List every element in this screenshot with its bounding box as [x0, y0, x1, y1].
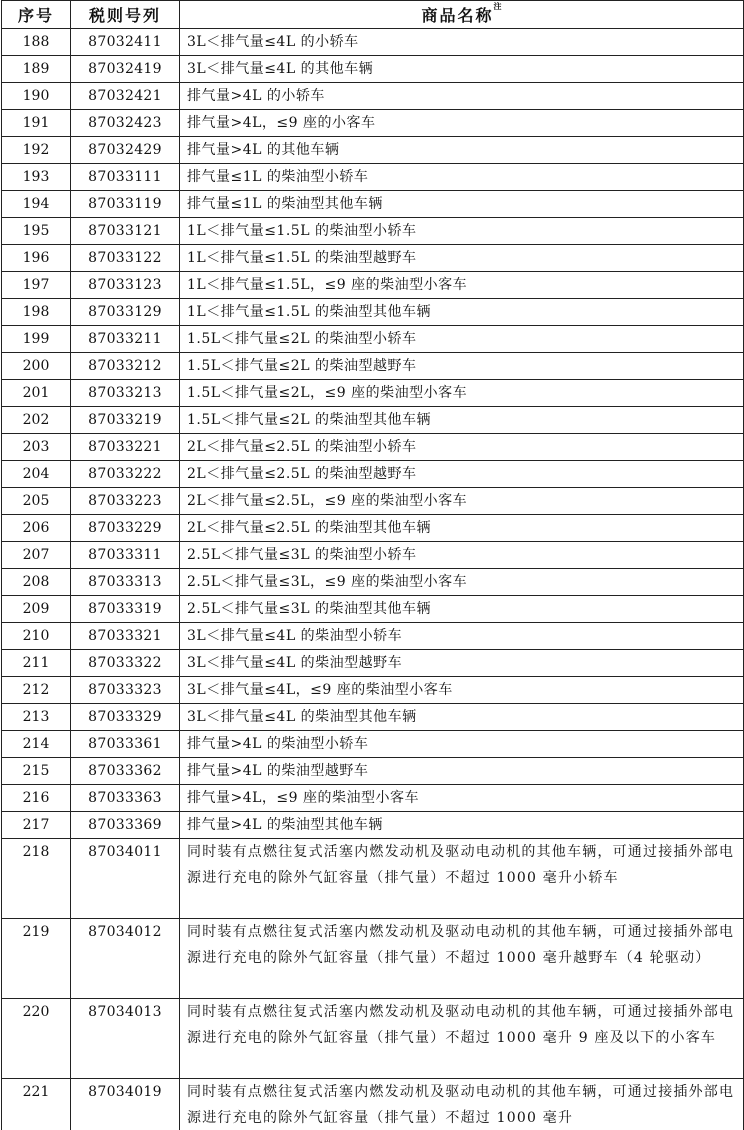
- table-row: [2, 353, 744, 380]
- row-tariff-code: 87033129: [71, 299, 180, 326]
- row-index: 192: [2, 137, 71, 164]
- table-row: [2, 515, 744, 542]
- row-tariff-code: 87033311: [71, 542, 180, 569]
- row-product-name: 排气量>4L 的小轿车: [180, 83, 744, 110]
- row-product-name: 3L＜排气量≤4L 的柴油型小轿车: [180, 623, 744, 650]
- row-product-name: 2L＜排气量≤2.5L 的柴油型小轿车: [180, 434, 744, 461]
- row-product-name: 1.5L＜排气量≤2L 的柴油型小轿车: [180, 326, 744, 353]
- row-index: 211: [2, 650, 71, 677]
- row-tariff-code: 87033363: [71, 785, 180, 812]
- row-tariff-code: 87033119: [71, 191, 180, 218]
- row-tariff-code: 87032421: [71, 83, 180, 110]
- table-row: [2, 542, 744, 569]
- row-tariff-code: 87033111: [71, 164, 180, 191]
- table-row: [2, 623, 744, 650]
- table-row: [2, 839, 744, 919]
- table-row: [2, 326, 744, 353]
- table-row: [2, 704, 744, 731]
- table-row: [2, 569, 744, 596]
- row-index: 193: [2, 164, 71, 191]
- row-product-name: 2L＜排气量≤2.5L，≤9 座的柴油型小客车: [180, 488, 744, 515]
- header-index: [2, 1, 71, 29]
- header-index-label: 序号: [17, 6, 54, 25]
- row-tariff-code: 87033229: [71, 515, 180, 542]
- table-row: [2, 461, 744, 488]
- row-product-name: 1L＜排气量≤1.5L 的柴油型越野车: [180, 245, 744, 272]
- header-name-label: 商品名称: [421, 6, 494, 25]
- table-row: [2, 434, 744, 461]
- table-row: [2, 785, 744, 812]
- row-product-name: 排气量>4L，≤9 座的柴油型小客车: [180, 785, 744, 812]
- row-index: 218: [2, 839, 71, 919]
- row-tariff-code: 87034011: [71, 839, 180, 919]
- row-tariff-code: 87033319: [71, 596, 180, 623]
- table-row: [2, 110, 744, 137]
- row-index: 201: [2, 380, 71, 407]
- row-product-name: 同时装有点燃往复式活塞内燃发动机及驱动电动机的其他车辆，可通过接插外部电源进行充电的除外气缸容量（排气量）不超过 1000 毫升小轿车: [180, 839, 744, 919]
- row-tariff-code: 87033221: [71, 434, 180, 461]
- row-product-name: 3L＜排气量≤4L 的柴油型越野车: [180, 650, 744, 677]
- row-tariff-code: 87033322: [71, 650, 180, 677]
- row-index: 214: [2, 731, 71, 758]
- row-product-name: 2.5L＜排气量≤3L 的柴油型其他车辆: [180, 596, 744, 623]
- row-index: 216: [2, 785, 71, 812]
- row-index: 189: [2, 56, 71, 83]
- row-index: 217: [2, 812, 71, 839]
- row-product-name: 3L＜排气量≤4L，≤9 座的柴油型小客车: [180, 677, 744, 704]
- row-product-name: 2L＜排气量≤2.5L 的柴油型越野车: [180, 461, 744, 488]
- row-index: 221: [2, 1079, 71, 1130]
- row-tariff-code: 87033362: [71, 758, 180, 785]
- row-index: 204: [2, 461, 71, 488]
- row-product-name: 排气量>4L 的柴油型越野车: [180, 758, 744, 785]
- row-tariff-code: 87033361: [71, 731, 180, 758]
- row-index: 209: [2, 596, 71, 623]
- table-row: [2, 731, 744, 758]
- tariff-table: [1, 0, 744, 1130]
- row-product-name: 1L＜排气量≤1.5L，≤9 座的柴油型小客车: [180, 272, 744, 299]
- table-row: [2, 29, 744, 56]
- table-row: [2, 380, 744, 407]
- row-index: 191: [2, 110, 71, 137]
- row-product-name: 排气量>4L 的柴油型小轿车: [180, 731, 744, 758]
- row-tariff-code: 87033211: [71, 326, 180, 353]
- table-row: [2, 164, 744, 191]
- row-tariff-code: 87033369: [71, 812, 180, 839]
- row-tariff-code: 87034019: [71, 1079, 180, 1130]
- row-tariff-code: 87033313: [71, 569, 180, 596]
- row-tariff-code: 87034013: [71, 999, 180, 1079]
- header-name-note: 注: [493, 2, 502, 11]
- row-product-name: 2.5L＜排气量≤3L，≤9 座的柴油型小客车: [180, 569, 744, 596]
- table-row: [2, 812, 744, 839]
- table-row: [2, 272, 744, 299]
- row-index: 199: [2, 326, 71, 353]
- row-product-name: 1L＜排气量≤1.5L 的柴油型小轿车: [180, 218, 744, 245]
- row-tariff-code: 87034012: [71, 919, 180, 999]
- row-product-name: 排气量≤1L 的柴油型小轿车: [180, 164, 744, 191]
- row-product-name: 1.5L＜排气量≤2L 的柴油型越野车: [180, 353, 744, 380]
- row-index: 208: [2, 569, 71, 596]
- header-name: [180, 1, 744, 29]
- row-index: 195: [2, 218, 71, 245]
- row-index: 205: [2, 488, 71, 515]
- table-row: [2, 758, 744, 785]
- row-index: 200: [2, 353, 71, 380]
- table-row: [2, 488, 744, 515]
- row-tariff-code: 87033222: [71, 461, 180, 488]
- table-row: [2, 56, 744, 83]
- row-index: 219: [2, 919, 71, 999]
- row-tariff-code: 87033323: [71, 677, 180, 704]
- row-index: 212: [2, 677, 71, 704]
- row-product-name: 排气量>4L，≤9 座的小客车: [180, 110, 744, 137]
- table-header-row: [2, 1, 744, 29]
- row-tariff-code: 87032419: [71, 56, 180, 83]
- table-row: [2, 191, 744, 218]
- row-index: 215: [2, 758, 71, 785]
- row-index: 198: [2, 299, 71, 326]
- table-row: [2, 1079, 744, 1130]
- row-product-name: 同时装有点燃往复式活塞内燃发动机及驱动电动机的其他车辆，可通过接插外部电源进行充电的除外气缸容量（排气量）不超过 1000 毫升: [180, 1079, 744, 1130]
- table-body: [2, 29, 744, 1130]
- table-row: [2, 407, 744, 434]
- row-index: 210: [2, 623, 71, 650]
- row-product-name: 2.5L＜排气量≤3L 的柴油型小轿车: [180, 542, 744, 569]
- row-index: 213: [2, 704, 71, 731]
- table-row: [2, 218, 744, 245]
- row-product-name: 排气量≤1L 的柴油型其他车辆: [180, 191, 744, 218]
- row-index: 206: [2, 515, 71, 542]
- row-product-name: 排气量>4L 的其他车辆: [180, 137, 744, 164]
- row-tariff-code: 87033219: [71, 407, 180, 434]
- row-index: 197: [2, 272, 71, 299]
- row-product-name: 排气量>4L 的柴油型其他车辆: [180, 812, 744, 839]
- row-product-name: 3L＜排气量≤4L 的其他车辆: [180, 56, 744, 83]
- row-tariff-code: 87033122: [71, 245, 180, 272]
- row-index: 203: [2, 434, 71, 461]
- header-code-label: 税则号列: [88, 6, 161, 25]
- row-index: 194: [2, 191, 71, 218]
- row-index: 202: [2, 407, 71, 434]
- table-row: [2, 919, 744, 999]
- row-tariff-code: 87033121: [71, 218, 180, 245]
- row-index: 188: [2, 29, 71, 56]
- row-tariff-code: 87033213: [71, 380, 180, 407]
- table-row: [2, 299, 744, 326]
- row-index: 196: [2, 245, 71, 272]
- row-tariff-code: 87032429: [71, 137, 180, 164]
- table-row: [2, 677, 744, 704]
- row-product-name: 1.5L＜排气量≤2L，≤9 座的柴油型小客车: [180, 380, 744, 407]
- row-index: 207: [2, 542, 71, 569]
- row-tariff-code: 87032411: [71, 29, 180, 56]
- row-index: 190: [2, 83, 71, 110]
- row-product-name: 同时装有点燃往复式活塞内燃发动机及驱动电动机的其他车辆，可通过接插外部电源进行充电的除外气缸容量（排气量）不超过 1000 毫升越野车（4 轮驱动）: [180, 919, 744, 999]
- table-row: [2, 650, 744, 677]
- row-product-name: 1.5L＜排气量≤2L 的柴油型其他车辆: [180, 407, 744, 434]
- row-tariff-code: 87033321: [71, 623, 180, 650]
- row-tariff-code: 87033123: [71, 272, 180, 299]
- row-product-name: 同时装有点燃往复式活塞内燃发动机及驱动电动机的其他车辆，可通过接插外部电源进行充电的除外气缸容量（排气量）不超过 1000 毫升 9 座及以下的小客车: [180, 999, 744, 1079]
- table-row: [2, 137, 744, 164]
- row-product-name: 1L＜排气量≤1.5L 的柴油型其他车辆: [180, 299, 744, 326]
- row-index: 220: [2, 999, 71, 1079]
- table-row: [2, 999, 744, 1079]
- row-product-name: 3L＜排气量≤4L 的小轿车: [180, 29, 744, 56]
- row-tariff-code: 87032423: [71, 110, 180, 137]
- row-product-name: 2L＜排气量≤2.5L 的柴油型其他车辆: [180, 515, 744, 542]
- row-tariff-code: 87033329: [71, 704, 180, 731]
- header-code: [71, 1, 180, 29]
- row-tariff-code: 87033223: [71, 488, 180, 515]
- row-tariff-code: 87033212: [71, 353, 180, 380]
- row-product-name: 3L＜排气量≤4L 的柴油型其他车辆: [180, 704, 744, 731]
- table-row: [2, 83, 744, 110]
- table-row: [2, 245, 744, 272]
- table-row: [2, 596, 744, 623]
